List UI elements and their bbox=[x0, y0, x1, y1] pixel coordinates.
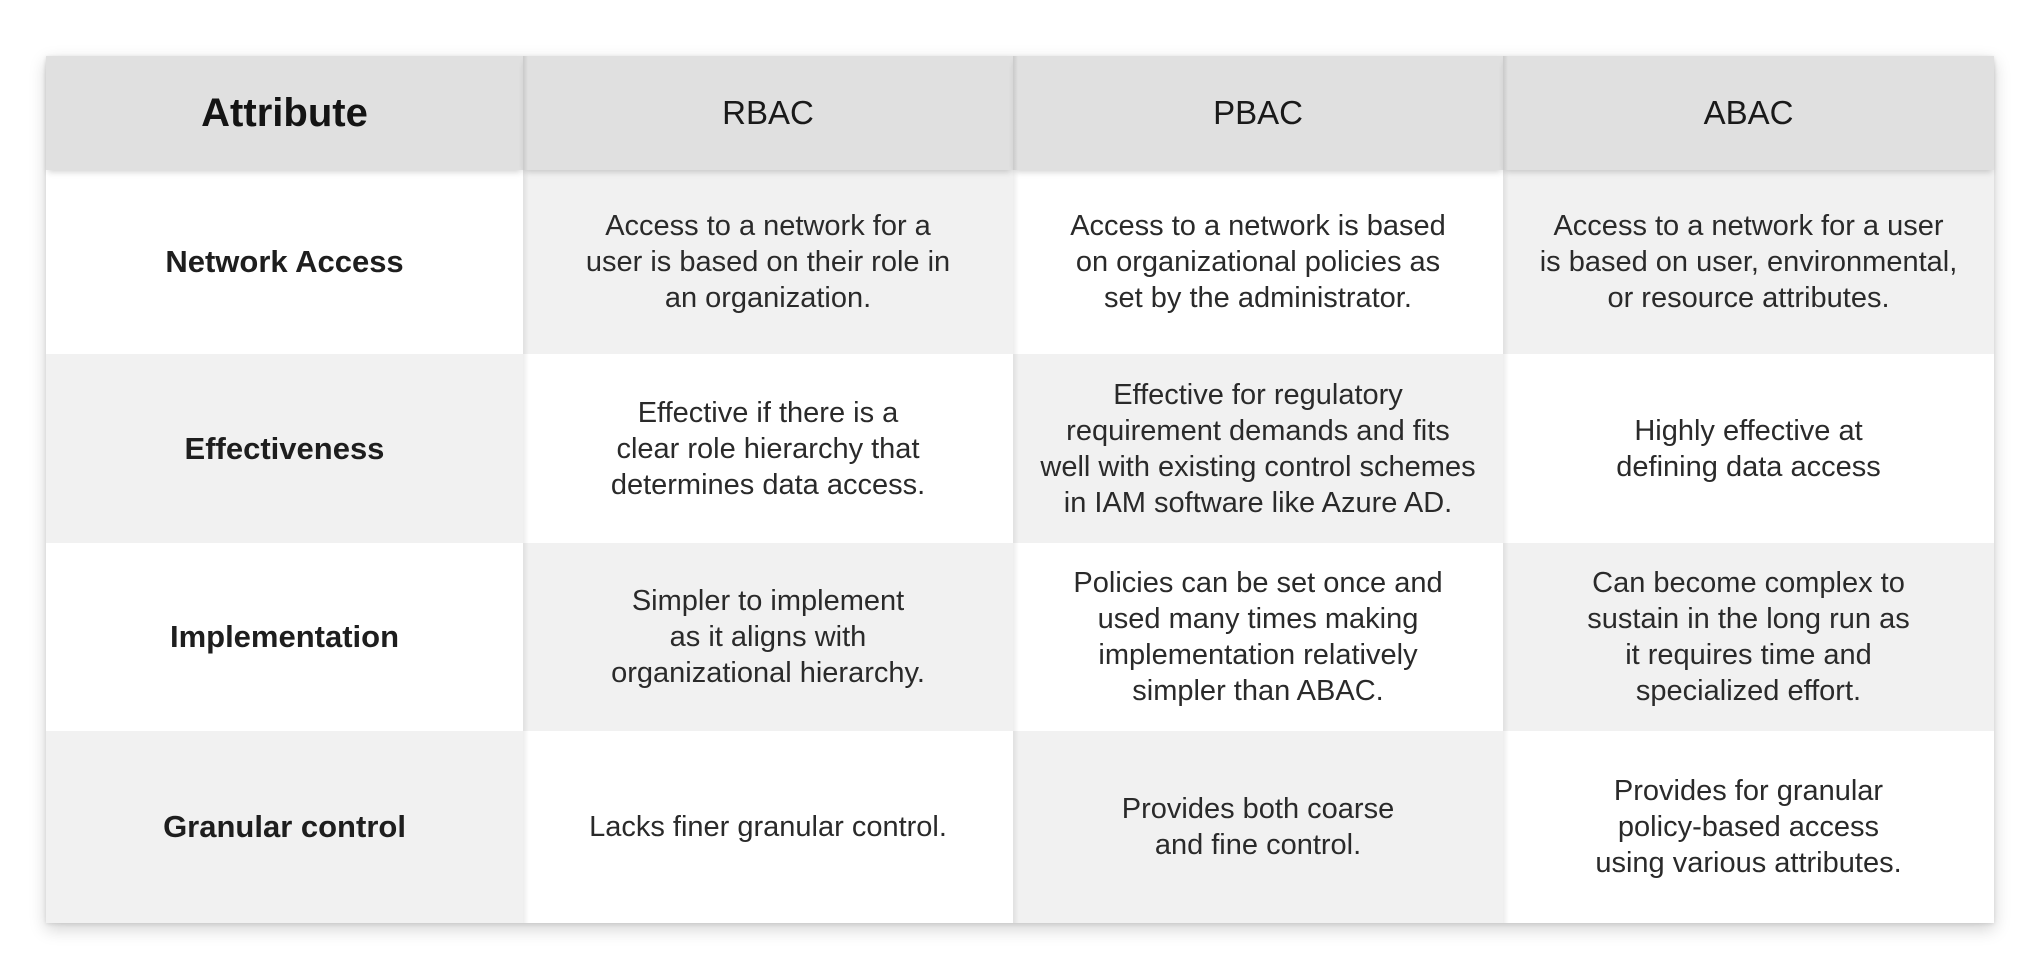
cell-network-access-pbac: Access to a network is based on organizational policies as set by the administrator. bbox=[1013, 170, 1503, 354]
table-grid bbox=[46, 56, 1994, 923]
cell-network-access-abac: Access to a network for a user is based on user, environmental, or resource attributes. bbox=[1503, 170, 1994, 354]
cell-granular-control-rbac: Lacks finer granular control. bbox=[523, 731, 1013, 923]
cell-granular-control-pbac: Provides both coarse and fine control. bbox=[1013, 731, 1503, 923]
cell-implementation-abac: Can become complex to sustain in the long run as it requires time and specialized effort. bbox=[1503, 543, 1994, 731]
header-pbac: PBAC bbox=[1013, 56, 1503, 170]
cell-implementation-rbac: Simpler to implement as it aligns with organizational hierarchy. bbox=[523, 543, 1013, 731]
header-attribute: Attribute bbox=[46, 56, 523, 170]
cell-effectiveness-pbac: Effective for regulatory requirement demands and fits well with existing control schemes in IAM software like Azure AD. bbox=[1013, 354, 1503, 543]
cell-network-access-rbac: Access to a network for a user is based on their role in an organization. bbox=[523, 170, 1013, 354]
row-label-effectiveness: Effectiveness bbox=[46, 354, 523, 543]
comparison-table bbox=[46, 56, 1994, 923]
cell-granular-control-abac: Provides for granular policy-based access using various attributes. bbox=[1503, 731, 1994, 923]
header-abac: ABAC bbox=[1503, 56, 1994, 170]
cell-effectiveness-abac: Highly effective at defining data access bbox=[1503, 354, 1994, 543]
row-label-network-access: Network Access bbox=[46, 170, 523, 354]
header-rbac: RBAC bbox=[523, 56, 1013, 170]
cell-effectiveness-rbac: Effective if there is a clear role hierarchy that determines data access. bbox=[523, 354, 1013, 543]
cell-implementation-pbac: Policies can be set once and used many times making implementation relatively simpler than ABAC. bbox=[1013, 543, 1503, 731]
row-label-implementation: Implementation bbox=[46, 543, 523, 731]
row-label-granular-control: Granular control bbox=[46, 731, 523, 923]
